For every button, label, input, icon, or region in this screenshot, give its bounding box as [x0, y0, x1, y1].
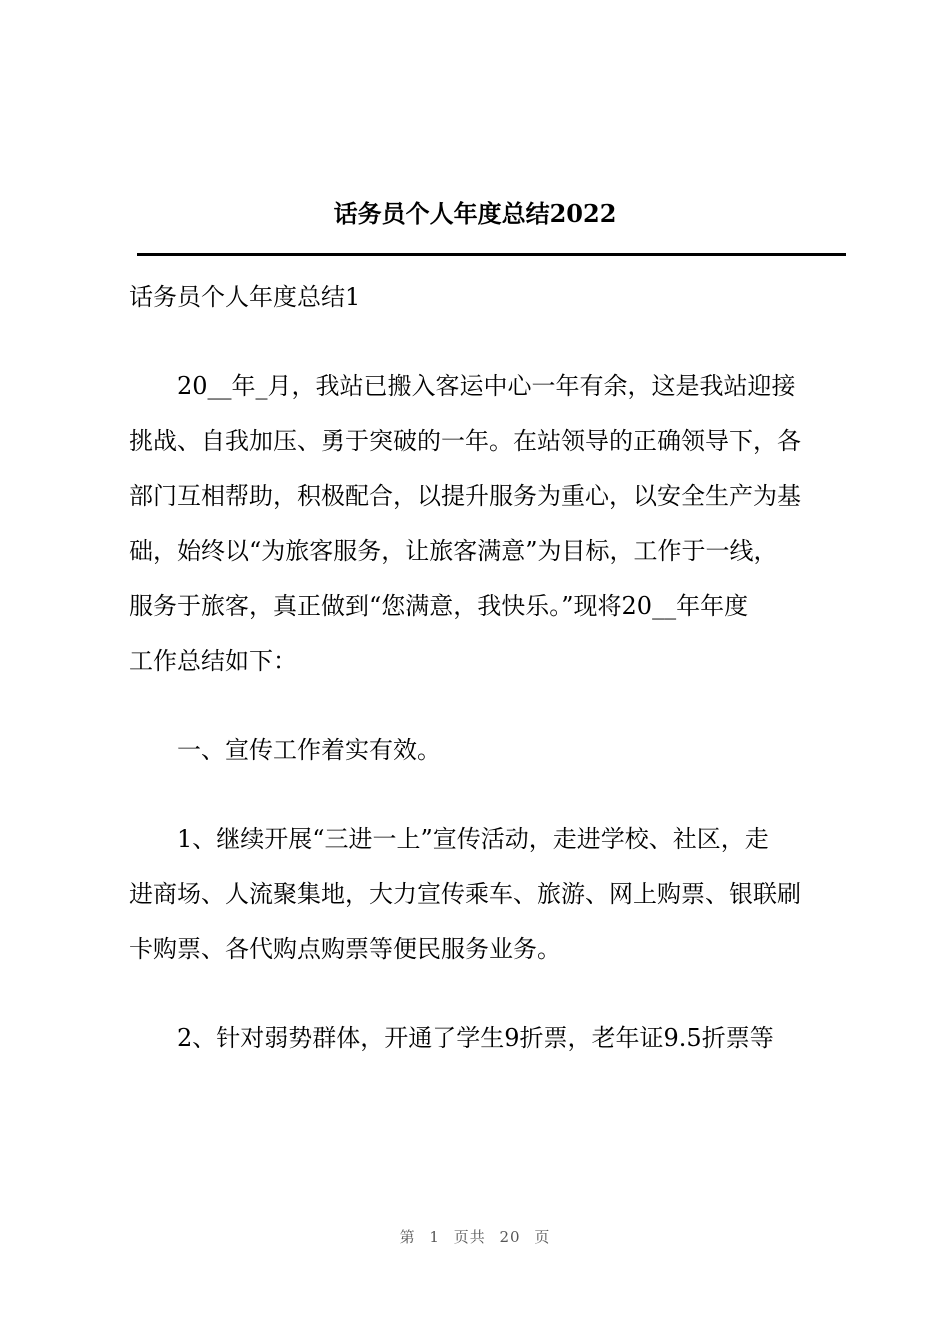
paragraph-intro: [129, 363, 845, 684]
page-number-footer: 第 1 页共 20 页: [399, 1228, 551, 1246]
paragraph-line: 进商场、人流聚集地，大力宣传乘车、旅游、网上购票、银联刷: [129, 880, 801, 908]
paragraph-section-one: [129, 727, 845, 773]
paragraph-line: 2、针对弱势群体，开通了学生9折票，老年证9.5折票等: [177, 1024, 774, 1052]
paragraph-line: 部门互相帮助，积极配合，以提升服务为重心，以安全生产为基: [129, 482, 801, 510]
title-divider: [137, 253, 846, 256]
paragraph-line: 工作总结如下：: [129, 647, 297, 675]
paragraph-line: 20__年_月，我站已搬入客运中心一年有余，这是我站迎接: [177, 372, 796, 400]
document-title: 话务员个人年度总结2022: [333, 199, 617, 228]
paragraph-line: 卡购票、各代购点购票等便民服务业务。: [129, 935, 561, 963]
document-body: [129, 274, 845, 1104]
paragraph-item-one: [129, 816, 845, 972]
paragraph-line: 础，始终以“为旅客服务，让旅客满意”为目标，工作于一线，: [129, 537, 778, 565]
section-heading: 话务员个人年度总结1: [129, 283, 361, 311]
paragraph-line: 服务于旅客，真正做到“您满意，我快乐。”现将20__年年度: [129, 592, 749, 620]
paragraph-line: 挑战、自我加压、勇于突破的一年。在站领导的正确领导下，各: [129, 427, 801, 455]
paragraph-line: 一、宣传工作着实有效。: [177, 736, 441, 764]
paragraph-line: 1、继续开展“三进一上”宣传活动，走进学校、社区，走: [177, 825, 769, 853]
paragraph-item-two: [129, 1015, 845, 1061]
